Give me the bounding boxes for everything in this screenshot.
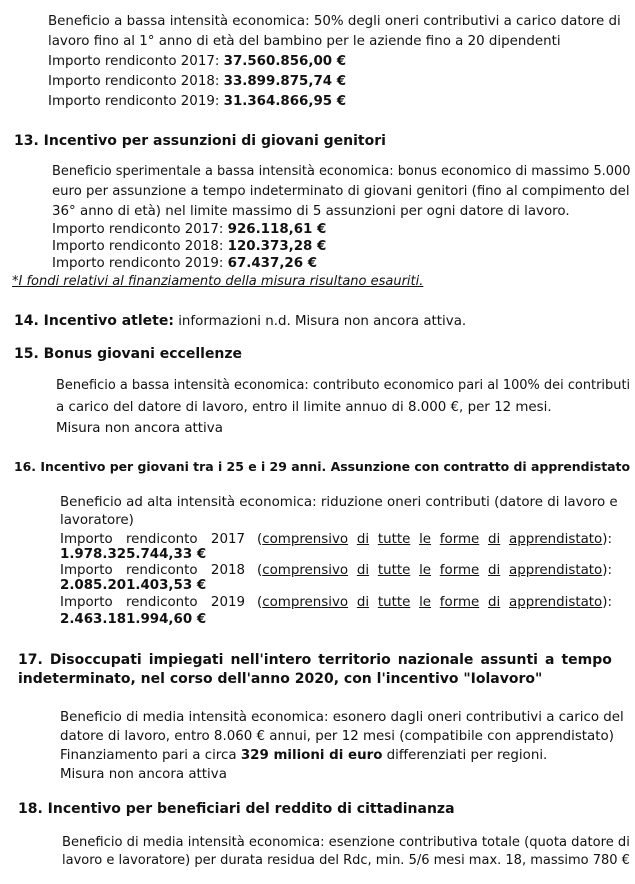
benefit-text: euro per assunzione a tempo indeterminato di giovani genitori (fino al compimento del: [52, 184, 630, 199]
inclusive-note: [257, 531, 612, 549]
report-value: 67.437,26 €: [227, 256, 318, 271]
report-label: Importo rendiconto 2017:: [48, 54, 224, 69]
report-label: Importo rendiconto 2019:: [52, 256, 228, 271]
section-heading: 13. Incentivo per assunzioni di giovani genitori: [14, 133, 386, 149]
benefit-text: 36° anno di età) nel limite massimo di 5 assunzioni per ogni datore di lavoro.: [52, 204, 570, 219]
report-value: 37.560.856,00 €: [223, 54, 347, 69]
report-row-2019: [60, 594, 612, 612]
word: Importo: [60, 595, 113, 610]
paren: (: [257, 563, 263, 578]
word: 2017: [210, 532, 245, 547]
section-heading: 18. Incentivo per beneficiari del reddito di cittadinanza: [18, 801, 455, 817]
inclusive-note: [257, 594, 612, 612]
word: 2018: [210, 563, 245, 578]
benefit-text: lavoro fino al 1° anno di età del bambino per le aziende fino a 20 dipendenti: [48, 34, 561, 49]
benefit-text: Beneficio a bassa intensità economica: 50% degli oneri contributivi a carico datore di: [48, 14, 621, 29]
report-label: Importo rendiconto 2017:: [52, 222, 228, 237]
paren: (: [257, 595, 263, 610]
benefit-text: Beneficio di media intensità economica: esenzione contributiva totale (quota datore di: [62, 835, 630, 850]
report-label: [60, 594, 245, 612]
word: rendiconto: [125, 595, 198, 610]
section-heading: 17. Disoccupati impiegati nell'intero territorio nazionale assunti a tempo: [18, 652, 612, 668]
word: Importo: [60, 563, 113, 578]
benefit-text: Beneficio ad alta intensità economica: riduzione oneri contributi (datore di lavoro e: [60, 495, 618, 510]
paren: (: [257, 532, 263, 547]
benefit-text: Beneficio sperimentale a bassa intensità economica: bonus economico di massimo 5.000: [52, 164, 631, 179]
section-text: informazioni n.d. Misura non ancora attiva.: [173, 314, 467, 329]
report-value: 120.373,28 €: [227, 239, 327, 254]
benefit-text: lavoro e lavoratore) per durata residua del Rdc, min. 5/6 mesi max. 18, massimo 780 €: [62, 853, 630, 868]
word: Importo: [60, 532, 113, 547]
inclusive-text: comprensivo di tutte le forme di apprendistato: [262, 563, 603, 578]
report-amount-2019: [48, 93, 346, 111]
report-amount-2019: [52, 255, 317, 273]
status-text: Misura non ancora attiva: [56, 421, 223, 436]
report-label: Importo rendiconto 2018:: [48, 74, 224, 89]
paren: ):: [602, 595, 612, 610]
section-heading-line2: indeterminato, nel corso dell'anno 2020, con l'incentivo "Iolavoro": [18, 671, 543, 687]
report-value: 33.899.875,74 €: [223, 74, 347, 89]
section-heading: 16. Incentivo per giovani tra i 25 e i 29 anni. Assunzione con contratto di apprendistato: [14, 459, 631, 474]
inclusive-text: comprensivo di tutte le forme di apprendistato: [262, 595, 603, 610]
funding-prefix: Finanziamento pari a circa: [60, 748, 241, 763]
section-heading: 15. Bonus giovani eccellenze: [14, 346, 243, 362]
funding-amount: 329 milioni di euro: [240, 748, 383, 763]
report-value: 926.118,61 €: [227, 222, 327, 237]
benefit-text: a carico del datore di lavoro, entro il limite annuo di 8.000 €, per 12 mesi.: [56, 400, 552, 415]
status-text: Misura non ancora attiva: [60, 767, 227, 782]
word: rendiconto: [125, 532, 198, 547]
report-value: 1.978.325.744,33 €: [60, 547, 207, 562]
inclusive-note: [257, 562, 612, 580]
benefit-text: Beneficio a bassa intensità economica: contributo economico pari al 100% dei contributi: [56, 378, 631, 393]
report-amount-2017: [48, 53, 346, 71]
word: 2019: [210, 595, 245, 610]
funding-text: [60, 747, 547, 765]
benefit-text: Beneficio di media intensità economica: esonero dagli oneri contributivi a carico del: [60, 710, 624, 725]
report-value: 2.463.181.994,60 €: [60, 612, 207, 627]
section-14: [14, 312, 466, 331]
benefit-text: lavoratore): [60, 513, 134, 528]
report-value: 2.085.201.403,53 €: [60, 578, 207, 593]
funding-suffix: differenziati per regioni.: [382, 748, 548, 763]
report-amount-2017: [52, 221, 326, 239]
report-amount-2018: [48, 73, 346, 91]
inclusive-text: comprensivo di tutte le forme di apprendistato: [262, 532, 603, 547]
paren: ):: [602, 532, 612, 547]
report-label: Importo rendiconto 2018:: [52, 239, 228, 254]
paren: ):: [602, 563, 612, 578]
footnote: [12, 273, 423, 291]
section-heading: 14. Incentivo atlete:: [14, 313, 174, 329]
report-label: Importo rendiconto 2019:: [48, 94, 224, 109]
word: rendiconto: [125, 563, 198, 578]
report-value: 31.364.866,95 €: [223, 94, 347, 109]
report-amount-2018: [52, 238, 326, 256]
benefit-text: datore di lavoro, entro 8.060 € annui, per 12 mesi (compatibile con apprendistato): [60, 729, 614, 744]
footnote-text: *I fondi relativi al finanziamento della misura risultano esauriti.: [12, 274, 424, 289]
